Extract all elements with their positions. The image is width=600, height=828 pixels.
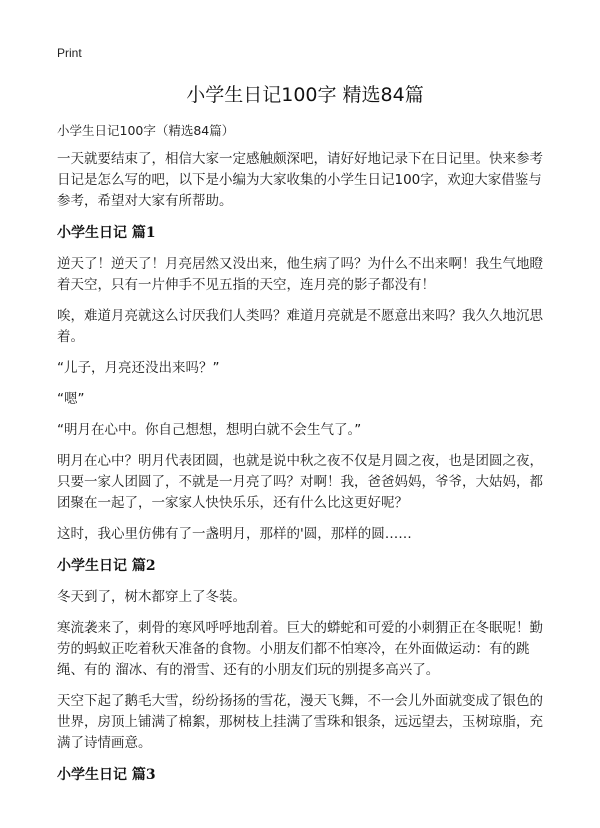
section-heading: 小学生日记 篇3 [57,767,156,783]
print-label[interactable]: Print [57,46,82,60]
section-paragraph: “明月在心中。你自己想想，想明白就不会生气了。” [57,422,362,438]
section-paragraph: “嗯” [57,391,85,407]
section-heading: 小学生日记 篇1 [57,225,156,241]
page-title: 小学生日记100字 精选84篇 [186,84,424,106]
section-paragraph: 冬天到了，树木都穿上了冬装。 [57,589,246,605]
section-paragraph: 天空下起了鹅毛大雪，纷纷扬扬的雪花，漫天飞舞，不一会儿外面就变成了银色的世界，房顶上铺满了棉絮，那树枝上挂满了雪珠和银条，远远望去，玉树琼脂，充满了诗情画意。 [57,693,543,751]
section-paragraph: 唉，难道月亮就这么讨厌我们人类吗？难道月亮就是不愿意出来吗？我久久地沉思着。 [57,308,543,345]
document-body [57,149,553,796]
section-paragraph: “儿子，月亮还没出来吗？” [57,360,220,376]
intro-paragraph: 一天就要结束了，相信大家一定感触颇深吧，请好好地记录下在日记里。快来参考日记是怎么写的吧，以下是小编为大家收集的小学生日记100字，欢迎大家借鉴与参考，希望对大家有所帮助。 [57,151,543,209]
page-subtitle: 小学生日记100字（精选84篇） [57,123,235,138]
section-paragraph: 明月在心中？明月代表团圆，也就是说中秋之夜不仅是月圆之夜，也是团圆之夜，只要一家人团圆了，不就是一月亮了吗？对啊！我，爸爸妈妈，爷爷，大姑妈，都团聚在一起了，一家家人快快乐乐，还有什么比这更好呢？ [57,453,543,511]
section-paragraph: 这时，我心里仿佛有了一盏明月，那样的'圆，那样的圆…… [57,526,412,542]
section-paragraph: 寒流袭来了，刺骨的寒风呼呼地刮着。巨大的蟒蛇和可爱的小刺猬正在冬眠呢！勤劳的蚂蚁正吃着秋天准备的食物。小朋友们都不怕寒冷，在外面做运动：有的跳绳、有的 溜冰、有的滑雪、还有的小朋友们玩的别提多高兴了。 [57,620,543,678]
section-heading: 小学生日记 篇2 [57,558,156,574]
section-paragraph: 逆天了！逆天了！月亮居然又没出来，他生病了吗？为什么不出来啊！我生气地瞪着天空，只有一片伸手不见五指的天空，连月亮的影子都没有！ [57,256,543,293]
